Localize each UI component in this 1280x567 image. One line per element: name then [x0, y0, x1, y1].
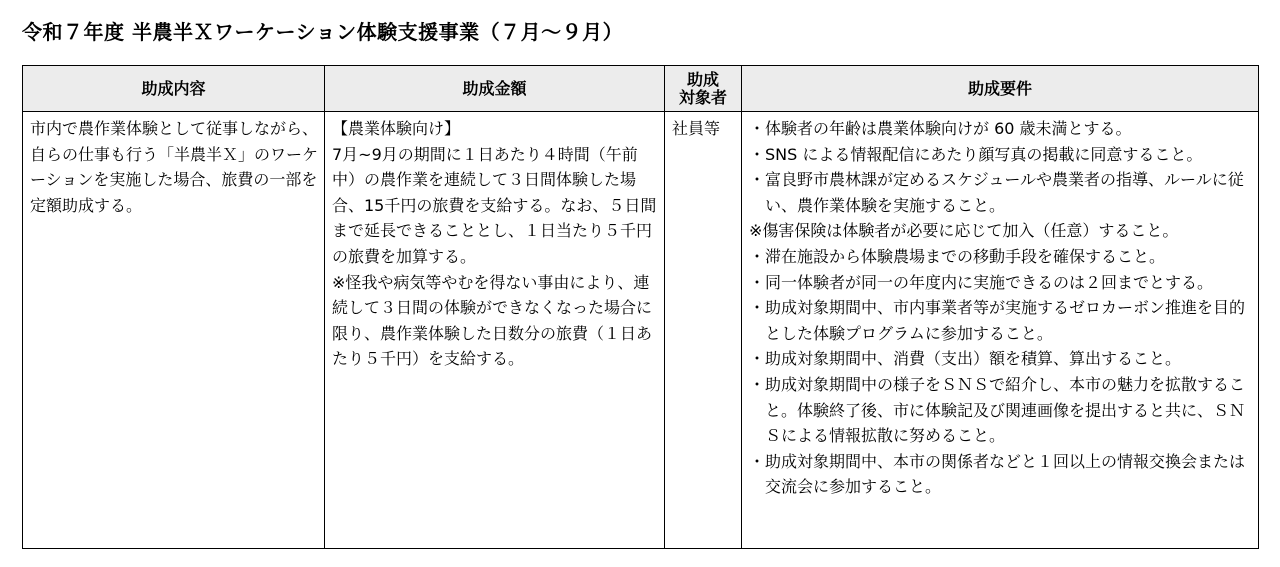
bullet-mark: ・	[749, 119, 766, 138]
cell-grant-amount	[325, 112, 665, 549]
cell-grant-requirements	[742, 112, 1259, 549]
list-item	[749, 346, 1252, 372]
header-grant-target-line2: 対象者	[678, 87, 727, 107]
requirement-text: 富良野市農林課が定めるスケジュールや農業者の指導、ルールに従い、農作業体験を実施すること。	[765, 170, 1244, 215]
bullet-mark: ・	[749, 170, 766, 190]
grant-conditions-table	[22, 65, 1259, 549]
requirement-text: 助成対象期間中、本市の関係者などと１回以上の情報交換会または交流会に参加すること。	[765, 451, 1246, 497]
cell-grant-content: 市内で農作業体験として従事しながら、自らの仕事も行う「半農半Ｘ」のワーケーションを実施した場合、旅費の一部を定額助成する。	[23, 112, 325, 549]
list-item	[749, 116, 1252, 142]
bullet-mark: ・	[749, 246, 766, 266]
cell-grant-target: 社員等	[665, 112, 742, 549]
header-grant-requirements: 助成要件	[742, 66, 1259, 112]
requirements-list	[749, 116, 1252, 500]
requirement-text: 傷害保険は体験者が必要に応じて加入（任意）すること。	[762, 221, 1179, 241]
list-item	[749, 270, 1252, 296]
bullet-mark: ※	[749, 221, 763, 241]
page-title: 令和７年度 半農半Ｘワーケーション体験支援事業（７月～９月）	[22, 20, 624, 44]
list-item	[749, 244, 1252, 270]
amount-body: 7月~9月の期間に１日あたり４時間（午前中）の農作業を連続して３日間体験した場合、15千円の旅費を支給する。なお、５日間まで延長できることとし、１日当たり５千円の旅費を加算する。	[332, 144, 657, 266]
list-item	[749, 295, 1252, 346]
header-grant-amount: 助成金額	[325, 66, 665, 112]
header-grant-target	[665, 66, 742, 112]
table-row	[23, 112, 1259, 549]
bullet-mark: ・	[749, 298, 766, 318]
requirement-text: 助成対象期間中、市内事業者等が実施するゼロカーボン推進を目的とした体験プログラムに参加すること。	[765, 298, 1246, 343]
bullet-mark: ・	[749, 374, 766, 394]
requirement-text: 助成対象期間中の様子をＳＮＳで紹介し、本市の魅力を拡散すること。体験終了後、市に体験記及び関連画像を提出すると共に、ＳＮＳによる情報拡散に努めること。	[765, 374, 1246, 446]
list-item	[749, 142, 1252, 168]
requirement-text: 体験者の年齢は農業体験向けが 60 歳未満とする。	[765, 119, 1132, 138]
header-grant-content: 助成内容	[23, 66, 325, 112]
header-grant-target-line1: 助成	[686, 69, 719, 89]
amount-heading: 【農業体験向け】	[332, 119, 461, 138]
requirement-text: 助成対象期間中、消費（支出）額を積算、算出すること。	[765, 349, 1182, 369]
requirement-text: 滞在施設から体験農場までの移動手段を確保すること。	[765, 246, 1166, 266]
requirement-text: SNS による情報配信にあたり顔写真の掲載に同意すること。	[765, 144, 1203, 164]
list-item	[749, 218, 1252, 244]
list-item	[749, 167, 1252, 218]
bullet-mark: ・	[749, 451, 766, 471]
bullet-mark: ・	[749, 144, 766, 164]
list-item	[749, 449, 1252, 500]
list-item	[749, 372, 1252, 449]
bullet-mark: ・	[749, 349, 766, 369]
requirement-text: 同一体験者が同一の年度内に実施できるのは２回までとする。	[765, 272, 1214, 292]
amount-note: ※怪我や病気等やむを得ない事由により、連続して３日間の体験ができなくなった場合に限り、農作業体験した日数分の旅費（１日あたり５千円）を支給する。	[332, 272, 653, 369]
table-header-row	[23, 66, 1259, 112]
bullet-mark: ・	[749, 272, 766, 292]
